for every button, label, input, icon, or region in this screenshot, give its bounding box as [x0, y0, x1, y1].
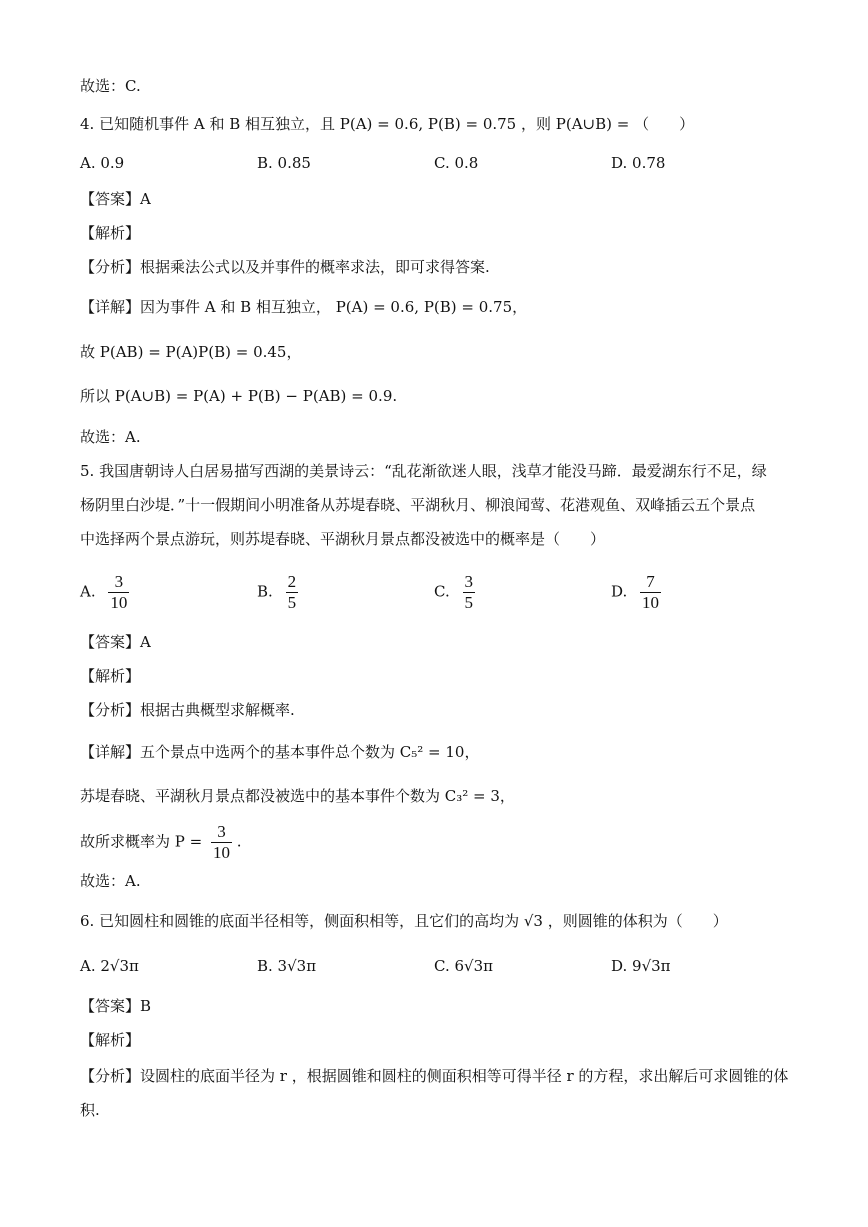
period: . [236, 832, 242, 851]
question-4: 4. 已知随机事件 A 和 B 相互独立，且 P(A) = 0.6, P(B) = 0.75 ，则 P(A∪B) = （ ） [80, 115, 695, 133]
q5-option-a-fraction [108, 572, 129, 613]
q4-choice: 故选：A. [80, 428, 141, 446]
q5-option-a-denominator: 10 [110, 593, 128, 612]
q5-option-a-numerator: 3 [114, 572, 124, 591]
q5-choice: 故选：A. [80, 872, 141, 890]
q6-option-c: C. 6√3π [434, 957, 493, 975]
question-5-line3: 中选择两个景点游玩，则苏堤春晓、平湖秋月景点都没被选中的概率是（ ） [80, 530, 606, 548]
q5-option-d-label: D. [611, 582, 628, 601]
q5-option-c-label: C. [434, 582, 450, 601]
q4-analysis: 【分析】根据乘法公式以及并事件的概率求法，即可求得答案. [80, 258, 490, 276]
question-5-line2: 杨阴里白沙堤．”十一假期间小明准备从苏堤春晓、平湖秋月、柳浪闻莺、花港观鱼、双峰插云五个景点 [80, 496, 756, 514]
question-5-line1: 5. 我国唐朝诗人白居易描写西湖的美景诗云：“乱花渐欲迷人眼，浅草才能没马蹄．最爱湖东行不足，绿 [80, 462, 767, 480]
q6-analysis-heading: 【解析】 [80, 1031, 141, 1049]
q4-answer: 【答案】A [80, 190, 151, 208]
q6-analysis-line2: 积. [80, 1101, 100, 1119]
q5-detail-line1: 【详解】五个景点中选两个的基本事件总个数为 C₅² = 10， [80, 743, 480, 761]
q5-detail-line2: 苏堤春晓、平湖秋月景点都没被选中的基本事件个数为 C₃² = 3， [80, 787, 515, 805]
q6-option-b: B. 3√3π [257, 957, 317, 975]
q5-detail-line3 [80, 822, 242, 863]
q5-option-c-fraction [463, 572, 476, 613]
q4-detail-line2: 故 P(AB) = P(A)P(B) = 0.45， [80, 343, 302, 361]
q6-answer: 【答案】B [80, 997, 152, 1015]
q5-option-b-fraction [286, 572, 299, 613]
q6-option-d: D. 9√3π [611, 957, 671, 975]
q5-option-a-label: A. [80, 582, 96, 601]
q5-probability-fraction [211, 822, 232, 863]
q5-option-d-fraction [640, 572, 661, 613]
q5-option-b-label: B. [257, 582, 273, 601]
q6-option-a: A. 2√3π [80, 957, 139, 975]
q4-detail-line1: 【详解】因为事件 A 和 B 相互独立， P(A) = 0.6, P(B) = 0.75， [80, 298, 528, 316]
q5-option-c [434, 572, 475, 613]
q5-option-d-denominator: 10 [642, 593, 660, 612]
q4-detail-line3: 所以 P(A∪B) = P(A) + P(B) − P(AB) = 0.9. [80, 387, 398, 405]
question-6: 6. 已知圆柱和圆锥的底面半径相等，侧面积相等，且它们的高均为 √3 ，则圆锥的体积为（ ） [80, 912, 728, 930]
q5-probability-numerator: 3 [217, 822, 226, 841]
q6-analysis-line1: 【分析】设圆柱的底面半径为 r ，根据圆锥和圆柱的侧面积相等可得半径 r 的方程，求出解后可求圆锥的体 [80, 1067, 789, 1085]
q4-option-b: B. 0.85 [257, 154, 311, 172]
q5-option-b-numerator: 2 [287, 572, 297, 591]
q5-answer: 【答案】A [80, 633, 151, 651]
q5-analysis-heading: 【解析】 [80, 667, 141, 685]
q4-option-d: D. 0.78 [611, 154, 666, 172]
q5-probability-label: 故所求概率为 P = [80, 832, 203, 851]
q4-option-a: A. 0.9 [80, 154, 125, 172]
q5-option-d [611, 572, 661, 613]
q5-option-b [257, 572, 298, 613]
q5-option-b-denominator: 5 [287, 593, 297, 612]
q4-analysis-heading: 【解析】 [80, 224, 141, 242]
q5-analysis: 【分析】根据古典概型求解概率. [80, 701, 295, 719]
q5-option-d-numerator: 7 [646, 572, 655, 591]
q5-option-c-numerator: 3 [464, 572, 473, 591]
answer-choice-q3: 故选：C. [80, 77, 141, 95]
q5-option-c-denominator: 5 [464, 593, 473, 612]
q4-option-c: C. 0.8 [434, 154, 479, 172]
q5-probability-denominator: 10 [212, 843, 230, 862]
q5-option-a [80, 572, 129, 613]
